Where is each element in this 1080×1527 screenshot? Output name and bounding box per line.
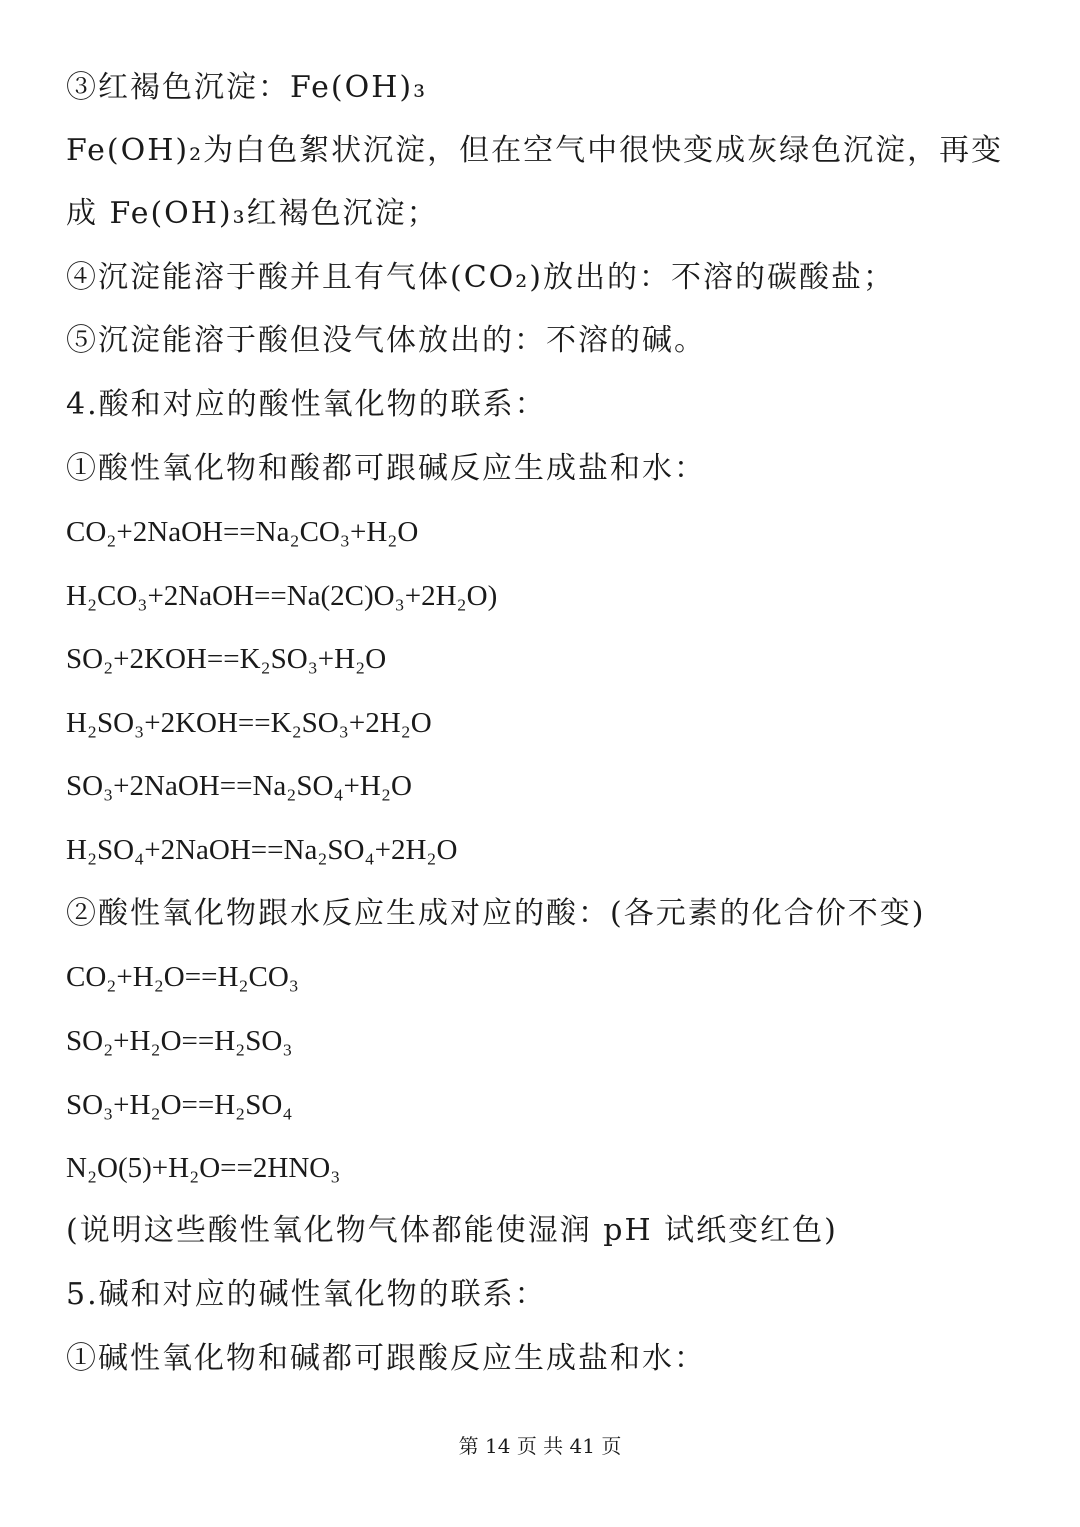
chemical-equation: SO₂+H₂O==H₂SO₃	[66, 1025, 293, 1057]
chemical-equation: SO₃+2NaOH==Na₂SO₄+H₂O	[66, 770, 412, 802]
chemical-equation: N₂O(5)+H₂O==2HNO₃	[66, 1152, 341, 1184]
section-heading: 4.酸和对应的酸性氧化物的联系：	[66, 387, 547, 422]
text-line: 成 Fe(OH)₃红褐色沉淀；	[66, 196, 439, 231]
text-line: ②酸性氧化物跟水反应生成对应的酸：(各元素的化合价不变)	[66, 896, 926, 931]
text-line: ⑤沉淀能溶于酸但没气体放出的：不溶的碱。	[66, 323, 706, 358]
chemical-equation: SO₂+2KOH==K₂SO₃+H₂O	[66, 643, 387, 675]
text-line: Fe(OH)₂为白色絮状沉淀，但在空气中很快变成灰绿色沉淀，再变	[66, 133, 1004, 168]
text-line: ④沉淀能溶于酸并且有气体(CO₂)放出的：不溶的碳酸盐；	[66, 260, 895, 295]
section-heading: 5.碱和对应的碱性氧化物的联系：	[66, 1277, 547, 1312]
chemical-equation: CO₂+2NaOH==Na₂CO₃+H₂O	[66, 516, 419, 548]
chemical-equation: SO₃+H₂O==H₂SO₄	[66, 1089, 293, 1121]
chemical-equation: CO₂+H₂O==H₂CO₃	[66, 961, 299, 993]
text-line: (说明这些酸性氧化物气体都能使湿润 pH 试纸变红色)	[66, 1213, 838, 1248]
text-line: ①酸性氧化物和酸都可跟碱反应生成盐和水：	[66, 451, 706, 486]
page-number-footer: 第 14 页 共 41 页	[458, 1434, 622, 1458]
chemical-equation: H₂SO₃+2KOH==K₂SO₃+2H₂O	[66, 707, 432, 739]
text-line: ③红褐色沉淀：Fe(OH)₃	[66, 70, 428, 105]
chemical-equation: H₂CO₃+2NaOH==Na(2C)O₃+2H₂O)	[66, 580, 498, 612]
text-line: ①碱性氧化物和碱都可跟酸反应生成盐和水：	[66, 1341, 706, 1376]
chemical-equation: H₂SO₄+2NaOH==Na₂SO₄+2H₂O	[66, 834, 458, 866]
